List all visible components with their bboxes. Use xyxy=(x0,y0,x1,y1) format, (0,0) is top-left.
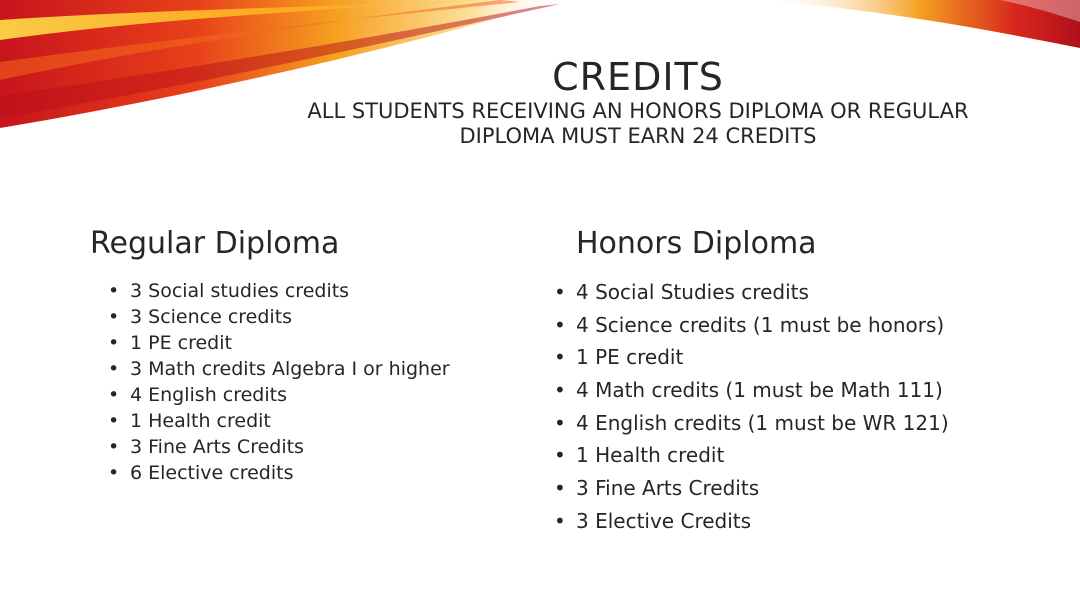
list-item xyxy=(108,460,450,486)
list-item xyxy=(108,434,450,460)
bullet-icon: • xyxy=(554,378,566,403)
list-item-text: 4 English credits (1 must be WR 121) xyxy=(576,410,949,435)
list-item-text: 6 Elective credits xyxy=(130,462,294,484)
list-item xyxy=(554,374,949,407)
list-item-text: 3 Science credits xyxy=(130,306,293,328)
list-item-text: 1 Health credit xyxy=(576,443,725,468)
bullet-icon: • xyxy=(554,312,566,337)
list-item-text: 4 Math credits (1 must be Math 111) xyxy=(576,378,943,403)
list-item-text: 1 PE credit xyxy=(576,345,684,370)
honors-diploma-heading: Honors Diploma xyxy=(576,226,817,261)
regular-diploma-list xyxy=(108,278,450,486)
list-item-text: 1 PE credit xyxy=(130,332,232,354)
slide-title: CREDITS xyxy=(552,55,724,99)
list-item-text: 4 English credits xyxy=(130,384,287,406)
honors-diploma-list xyxy=(554,276,949,538)
bullet-icon: • xyxy=(108,358,120,380)
bullet-icon: • xyxy=(108,384,120,406)
list-item xyxy=(554,472,949,505)
list-item xyxy=(554,505,949,538)
bullet-icon: • xyxy=(554,508,566,533)
list-item-text: 4 Science credits (1 must be honors) xyxy=(576,312,945,337)
list-item-text: 3 Fine Arts Credits xyxy=(576,476,760,501)
regular-diploma-heading: Regular Diploma xyxy=(90,226,340,261)
slide-subtitle xyxy=(300,99,976,149)
list-item xyxy=(108,408,450,434)
bullet-icon: • xyxy=(554,410,566,435)
list-item xyxy=(108,278,450,304)
bullet-icon: • xyxy=(554,476,566,501)
list-item-text: 3 Math credits Algebra I or higher xyxy=(130,358,450,380)
bullet-icon: • xyxy=(554,443,566,468)
list-item xyxy=(554,341,949,374)
bullet-icon: • xyxy=(108,306,120,328)
bullet-icon: • xyxy=(108,280,120,302)
list-item-text: 4 Social Studies credits xyxy=(576,280,809,304)
list-item xyxy=(108,330,450,356)
subtitle-line: ALL STUDENTS RECEIVING AN HONORS DIPLOMA OR REGULAR xyxy=(307,99,969,123)
bullet-icon: • xyxy=(108,332,120,354)
list-item xyxy=(554,439,949,472)
list-item xyxy=(554,276,949,309)
list-item xyxy=(108,382,450,408)
list-item xyxy=(554,407,949,440)
subtitle-line: DIPLOMA MUST EARN 24 CREDITS xyxy=(459,124,817,148)
list-item-text: 3 Social studies credits xyxy=(130,280,350,302)
list-item-text: 1 Health credit xyxy=(130,410,271,432)
list-item xyxy=(108,304,450,330)
list-item xyxy=(108,356,450,382)
bullet-icon: • xyxy=(108,410,120,432)
list-item xyxy=(554,309,949,342)
bullet-icon: • xyxy=(554,280,566,304)
bullet-icon: • xyxy=(108,436,120,458)
bullet-icon: • xyxy=(108,462,120,484)
list-item-text: 3 Fine Arts Credits xyxy=(130,436,304,458)
bullet-icon: • xyxy=(554,345,566,370)
list-item-text: 3 Elective Credits xyxy=(576,508,752,533)
